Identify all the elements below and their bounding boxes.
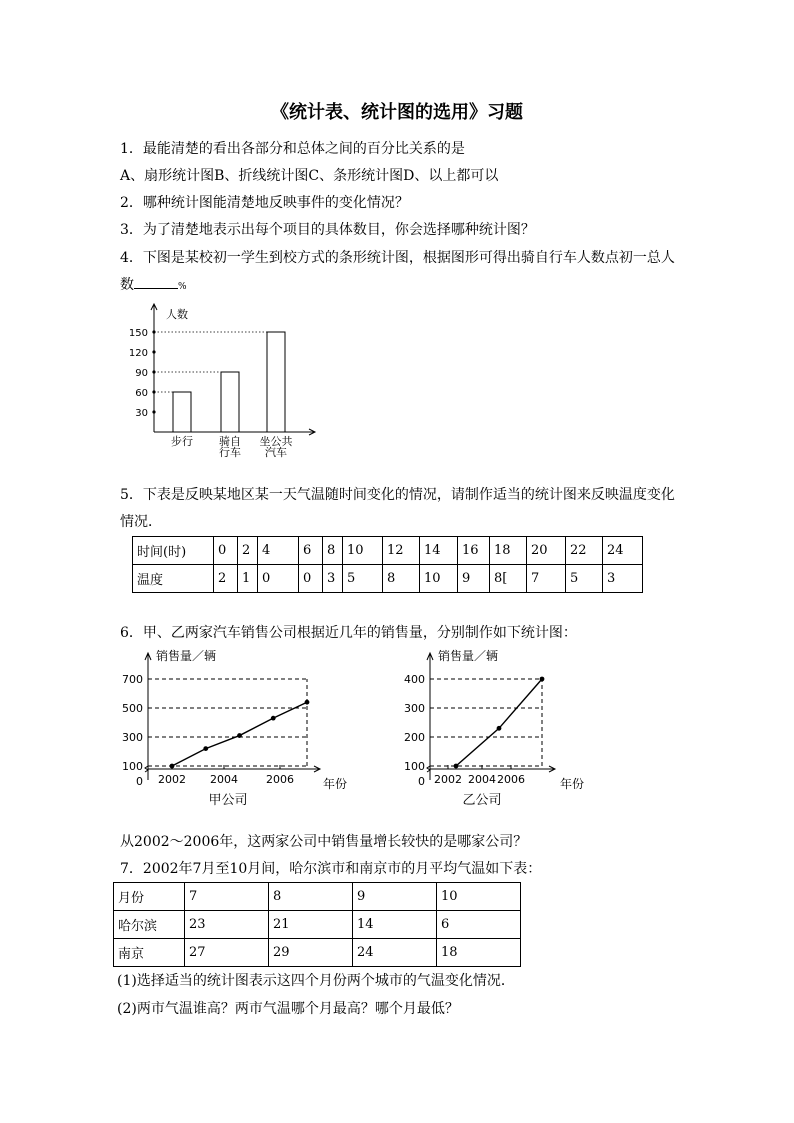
x-tick-label: 2004 [468, 773, 496, 786]
y-tick-label: 500 [122, 702, 143, 715]
y-tick-label: 90 [135, 368, 148, 379]
x-tick-label: 2006 [266, 773, 294, 786]
table-cell: 10 [437, 883, 521, 911]
temperature-table [132, 536, 643, 593]
y-tick-label: 700 [122, 673, 143, 686]
x-tick-label: 2002 [434, 773, 462, 786]
table-cell: 16 [458, 537, 490, 565]
table-row [114, 939, 521, 967]
table-cell: 6 [437, 911, 521, 939]
table-cell: 24 [603, 537, 643, 565]
question-4-cont [120, 274, 187, 294]
table-cell: 20 [527, 537, 566, 565]
table-cell: 2 [238, 537, 258, 565]
x-tick-label: 坐公共 [259, 435, 293, 448]
table-cell: 24 [353, 939, 437, 967]
table-cell: 14 [420, 537, 458, 565]
x-tick-label: 步行 [171, 435, 193, 448]
question-4: 4．下图是某校初一学生到校方式的条形统计图，根据图形可得出骑自行车人数点初一总人 [120, 250, 675, 266]
y-tick-dot [152, 410, 155, 413]
x-tick-label: 2002 [158, 773, 186, 786]
chart-title: 乙公司 [462, 793, 502, 808]
table-cell: 5 [343, 565, 383, 593]
y-tick-label: 30 [135, 408, 148, 419]
data-point [170, 764, 175, 769]
table-cell: 12 [383, 537, 420, 565]
table-cell: 3 [603, 565, 643, 593]
x-axis-label: 年份 [323, 777, 348, 791]
question-5: 5．下表是反映某地区某一天气温随时间变化的情况，请制作适当的统计图来反映温度变化 [120, 487, 675, 503]
table-cell: 6 [299, 537, 323, 565]
table-cell: 8 [269, 883, 353, 911]
table-row [114, 883, 521, 911]
table-cell: 7 [185, 883, 269, 911]
city-temperature-table [113, 882, 521, 967]
question-7: 7．2002年7月至10月间，哈尔滨市和南京市的月平均气温如下表： [120, 861, 542, 877]
data-point [203, 746, 208, 751]
table-cell: 0 [299, 565, 323, 593]
page-title: 《统计表、统计图的选用》习题 [271, 102, 523, 123]
x-tick-label: 汽车 [265, 446, 287, 459]
table-cell: 29 [269, 939, 353, 967]
table-cell: 22 [566, 537, 603, 565]
y-axis-label: 销售量／辆 [156, 649, 217, 663]
y-tick-label: 0 [136, 775, 143, 788]
table-cell: 10 [343, 537, 383, 565]
table-row [114, 911, 521, 939]
bar [221, 372, 239, 432]
table-cell: 哈尔滨 [114, 911, 185, 939]
x-axis-label: 年份 [560, 777, 585, 791]
answer-blank [134, 276, 178, 289]
y-tick-label: 100 [404, 760, 425, 773]
line-chart-b [390, 642, 600, 822]
table-cell: 0 [258, 565, 299, 593]
x-tick-label: 2006 [497, 773, 525, 786]
question-7-sub2: (2)两市气温谁高？两市气温哪个月最高？哪个月最低？ [117, 1001, 459, 1017]
table-row [133, 537, 643, 565]
table-cell: 7 [527, 565, 566, 593]
x-tick-label: 行车 [219, 446, 241, 459]
series-line [456, 679, 542, 766]
table-cell: 温度 [133, 565, 214, 593]
data-point [237, 733, 242, 738]
data-point [271, 716, 276, 721]
table-cell: 4 [258, 537, 299, 565]
table-cell: 21 [269, 911, 353, 939]
question-7-sub1: (1)选择适当的统计图表示这四个月份两个城市的气温变化情况． [117, 973, 515, 989]
table-cell: 0 [214, 537, 238, 565]
y-tick-label: 150 [128, 328, 148, 339]
question-3: 3．为了清楚地表示出每个项目的具体数目，你会选择哪种统计图？ [120, 222, 535, 238]
y-tick-label: 100 [122, 760, 143, 773]
table-cell: 18 [437, 939, 521, 967]
y-axis-label: 人数 [166, 308, 188, 321]
data-point [540, 677, 545, 682]
table-cell: 8 [383, 565, 420, 593]
table-cell: 南京 [114, 939, 185, 967]
table-cell: 8 [323, 537, 343, 565]
table-cell: 27 [185, 939, 269, 967]
table-cell: 1 [238, 565, 258, 593]
y-axis-label: 销售量／辆 [438, 649, 499, 663]
question-6-ask: 从2002～2006年，这两家公司中销售量增长较快的是哪家公司？ [120, 834, 528, 850]
y-tick-dot [152, 350, 155, 353]
table-cell: 14 [353, 911, 437, 939]
data-point [454, 764, 459, 769]
table-cell: 9 [353, 883, 437, 911]
bar-chart [110, 298, 340, 466]
question-1-options: A、扇形统计图B、折线统计图C、条形统计图D、以上都可以 [120, 168, 499, 184]
y-tick-label: 0 [418, 775, 425, 788]
table-cell: 18 [490, 537, 527, 565]
x-tick-label: 骑自 [219, 435, 241, 448]
y-tick-label: 200 [404, 731, 425, 744]
y-tick-label: 60 [135, 388, 148, 399]
table-cell: 23 [185, 911, 269, 939]
question-6: 6．甲、乙两家汽车销售公司根据近几年的销售量，分别制作如下统计图： [120, 625, 577, 641]
data-point [305, 700, 310, 705]
y-tick-label: 300 [404, 702, 425, 715]
bar [267, 332, 285, 432]
question-1: 1．最能清楚的看出各部分和总体之间的百分比关系的是 [120, 141, 465, 157]
bar [173, 392, 191, 432]
table-cell: 2 [214, 565, 238, 593]
table-cell: 9 [458, 565, 490, 593]
line-chart-a [120, 642, 370, 822]
question-5-cont: 情况． [120, 514, 162, 530]
table-row [133, 565, 643, 593]
y-tick-label: 120 [128, 348, 148, 359]
percent-sign: % [178, 282, 187, 292]
data-point [497, 726, 502, 731]
table-cell: 8[ [490, 565, 527, 593]
x-tick-label: 2004 [210, 773, 238, 786]
y-tick-label: 400 [404, 673, 425, 686]
table-cell: 月份 [114, 883, 185, 911]
table-cell: 5 [566, 565, 603, 593]
table-cell: 时间(时) [133, 537, 214, 565]
y-tick-label: 300 [122, 731, 143, 744]
question-2: 2．哪种统计图能清楚地反映事件的变化情况？ [120, 195, 409, 211]
table-cell: 10 [420, 565, 458, 593]
question-4-cont-text: 数 [120, 277, 134, 293]
table-cell: 3 [323, 565, 343, 593]
chart-title: 甲公司 [208, 793, 248, 808]
